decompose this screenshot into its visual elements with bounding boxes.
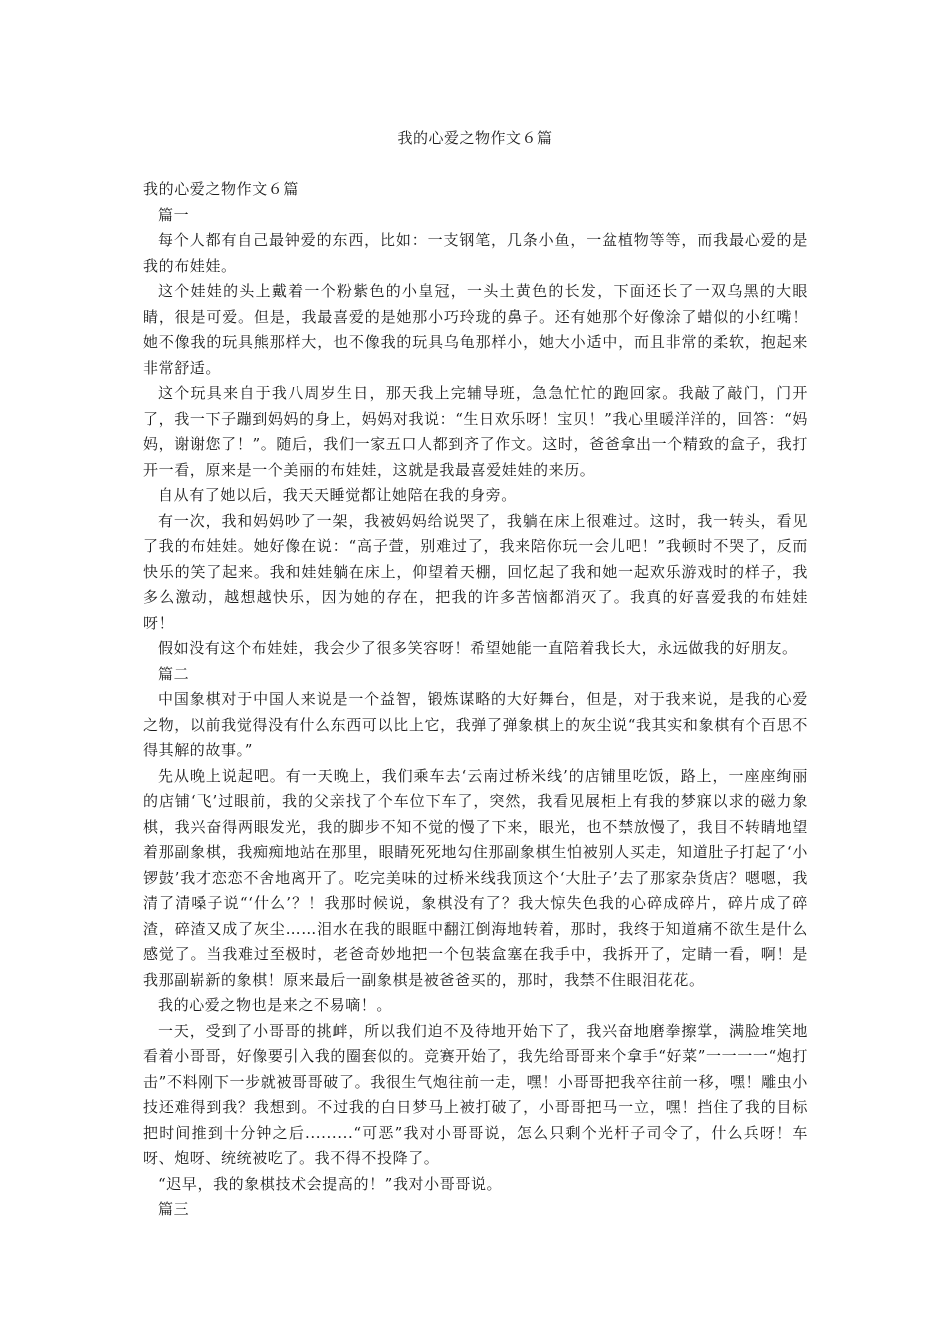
document-body (143, 177, 808, 1223)
paragraph: 先从晚上说起吧。有一天晚上，我们乘车去‘云南过桥米线’的店铺里吃饭，路上，一座座绚丽的店铺‘飞’过眼前，我的父亲找了个车位下车了，突然，我看见展柜上有我的梦寐以求的磁力象棋，我兴奋得两眼发光，我的脚步不知不觉的慢了下来，眼光，也不禁放慢了，我目不转睛地望着那副象棋，我痴痴地站在那里，眼睛死死地勾住那副象棋生怕被别人买走，知道肚子打起了‘小锣鼓’我才恋恋不舍地离开了。吃完美味的过桥米线我顶这个‘大肚子’去了那家杂货店？嗯嗯，我清了清嗓子说“‘什么’？！我那时候说，象棋没有了？我大惊失色我的心碎成碎片，碎片成了碎渣，碎渣又成了灰尘……泪水在我的眼眶中翻江倒海地转着，那时，我终于知道痛不欲生是什么感觉了。当我难过至极时，老爸奇妙地把一个包装盒塞在我手中，我拆开了，定睛一看，啊！是我那副崭新的象棋！原来最后一副象棋是被爸爸买的，那时，我禁不住眼泪花花。 (143, 766, 808, 989)
paragraph: 一天，受到了小哥哥的挑衅，所以我们迫不及待地开始下了，我兴奋地磨拳擦掌，满脸堆笑地看着小哥哥，好像要引入我的圈套似的。竞赛开始了，我先给哥哥来个拿手“好菜”一一一一“炮打击”不料刚下一步就被哥哥破了。我很生气炮往前一走，嘿！小哥哥把我卒往前一移，嘿！雕虫小技还难得到我？我想到。不过我的白日梦马上被打破了，小哥哥把马一立，嘿！挡住了我的目标把时间推到十分钟之后.........“可恶”我对小哥哥说，怎么只剩个光杆子司令了，什么兵呀！车呀、炮呀、统统被吃了。我不得不投降了。 (143, 1021, 808, 1167)
paragraph: 自从有了她以后，我天天睡觉都让她陪在我的身旁。 (158, 486, 517, 504)
paragraph: 中国象棋对于中国人来说是一个益智，锻炼谋略的大好舞台，但是，对于我来说，是我的心爱之物，以前我觉得没有什么东西可以比上它，我弹了弹象棋上的灰尘说“我其实和象棋有个百思不得其解的故事。” (143, 690, 808, 759)
paragraph: 这个娃娃的头上戴着一个粉紫色的小皇冠，一头土黄色的长发，下面还长了一双乌黑的大眼睛，很是可爱。但是，我最喜爱的是她那小巧玲珑的鼻子。还有她那个好像涂了蜡似的小红嘴！她不像我的玩具熊那样大，也不像我的玩具乌龟那样小，她大小适中，而且非常的柔软，抱起来非常舒适。 (143, 282, 808, 377)
paragraph: 我的心爱之物也是来之不易嘀！。 (158, 996, 393, 1014)
paragraph: 这个玩具来自于我八周岁生日，那天我上完辅导班，急急忙忙的跑回家。我敲了敲门，门开了，我一下子蹦到妈妈的身上，妈妈对我说：“生日欢乐呀！宝贝！”我心里暖洋洋的，回答：“妈妈，谢谢您了！”。随后，我们一家五口人都到齐了作文。这时，爸爸拿出一个精致的盒子，我打开一看，原来是一个美丽的布娃娃，这就是我最喜爱娃娃的来历。 (143, 384, 808, 479)
document-title: 我的心爱之物作文６篇 (397, 129, 553, 147)
section-heading-1: 篇一 (158, 205, 190, 224)
body-heading: 我的心爱之物作文６篇 (143, 180, 300, 198)
section-heading-3: 篇三 (158, 1200, 190, 1218)
paragraph: “迟早，我的象棋技术会提高的！”我对小哥哥说。 (158, 1174, 503, 1193)
paragraph: 假如没有这个布娃娃，我会少了很多笑容呀！希望她能一直陪着我长大，永远做我的好朋友。 (158, 639, 798, 657)
section-heading-2: 篇二 (158, 664, 190, 683)
paragraph: 有一次，我和妈妈吵了一架，我被妈妈给说哭了，我躺在床上很难过。这时，我一转头，看见了我的布娃娃。她好像在说：“高子萱，别难过了，我来陪你玩一会儿吧！”我顿时不哭了，反而快乐的笑了起来。我和娃娃躺在床上，仰望着天棚，回忆起了我和她一起欢乐游戏时的样子，我多么激动，越想越快乐，因为她的存在，把我的许多苦恼都消灭了。我真的好喜爱我的布娃娃呀！ (143, 511, 808, 632)
paragraph: 每个人都有自己最钟爱的东西，比如：一支钢笔，几条小鱼，一盆植物等等，而我最心爱的是我的布娃娃。 (143, 231, 808, 275)
